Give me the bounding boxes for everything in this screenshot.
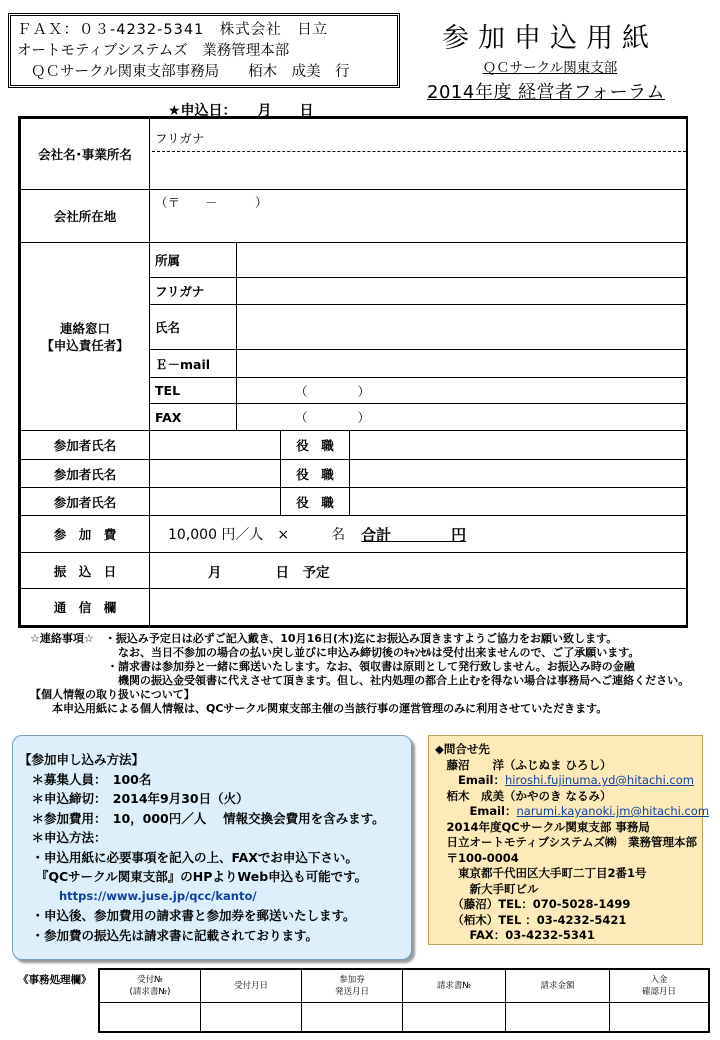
transfer-date-field[interactable]: [149, 552, 688, 589]
participant-name-2[interactable]: [149, 459, 281, 488]
office-use-table: [98, 968, 710, 1033]
transfer-value: 月 日 予定: [208, 564, 330, 581]
participant-label-1: 参加者氏名: [20, 430, 150, 460]
company-field[interactable]: [149, 118, 688, 190]
office-cell-3[interactable]: [302, 1003, 403, 1031]
position-field-2[interactable]: [349, 459, 688, 488]
office-cell-2[interactable]: [201, 1003, 302, 1031]
tel-field[interactable]: [236, 377, 688, 404]
application-form-table: [18, 116, 688, 628]
fee-value: 10,000 円／人 × 名: [168, 527, 346, 543]
notes: ☆連絡事項☆ ・振込み予定日は必ずご記入戴き、10月16日(木)迄にお振込み頂きますようご協力をお願い致します。 なお、当日不参加の場合の払い戻し並びに申込み締切後のｷｬﾝｾﾙは受付出来ませんので、ご了承願います。 ・請求書は参加券と一緒に郵送いたします。なお、領収書は原則として発行致しません。お振込み時の金融 機関の振込金受領書に代えさせて頂きます。但し、社内処理の都合上止むを得ない場合は事務局へご連絡ください。 【個人情報の取り扱いについて】 本申込用紙による個人情報は、QCサークル関東支部主催の当該行事の運営管理のみに利用させていただきます。: [30, 632, 690, 715]
tel-label: TEL: [149, 377, 237, 404]
method-text-2: ・申込後、参加費用の請求書と参加券を郵送いたします。 ・参加費の振込先は請求書に記載されております。: [31, 908, 356, 943]
contact-furigana-field[interactable]: [236, 277, 688, 305]
position-field-3[interactable]: [349, 487, 688, 516]
email2-label: Email：: [435, 804, 517, 818]
method-text: 【参加申し込み方法】 ＊募集人員： 100名 ＊申込締切： 2014年9月30日（火） ＊参加費用： 10，000円／人 情報交換会費用を含みます。 ＊申込方法： ・申込用紙に必要事項を記入の上、FAXでお申込下さい。 『QCサークル関東支部』のHPよりWeb申込も可能です。: [19, 752, 385, 884]
fax-dept-line: オートモティブシステムズ 業務管理本部: [17, 43, 290, 59]
participant-name-1[interactable]: [149, 430, 281, 460]
contact-head: ◆問合せ先 藤沼 洋（ふじぬま ひろし）: [435, 742, 612, 772]
contact-name-field[interactable]: [236, 304, 688, 350]
page-title: 参加申込用紙: [442, 23, 658, 54]
email-label: Ｅ－mail: [149, 349, 237, 378]
comm-label: 通 信 欄: [20, 588, 150, 626]
office-cell-4[interactable]: [403, 1003, 506, 1031]
office-col-3: 参加券 発送月日: [302, 970, 403, 1003]
contact-name-label: 氏名: [149, 304, 237, 350]
position-field-1[interactable]: [349, 430, 688, 460]
fee-total: 合計 円: [361, 525, 467, 544]
dept-label: 所属: [149, 242, 237, 278]
furigana-label: フリガナ: [155, 131, 205, 146]
fee-field[interactable]: [149, 515, 688, 553]
position-label-2: 役 職: [280, 459, 350, 488]
application-method-box: [12, 735, 412, 960]
contact-label: 連絡窓口 【申込責任者】: [20, 242, 150, 431]
office-col-6: 入金 確認月日: [610, 970, 708, 1003]
address-field[interactable]: [149, 189, 688, 243]
fee-label: 参 加 費: [20, 515, 150, 553]
office-col-4: 請求書№: [403, 970, 506, 1003]
office-col-5: 請求金額: [506, 970, 610, 1003]
apply-date: ★申込日： 月 日: [168, 103, 314, 119]
website-link[interactable]: https://www.juse.jp/qcc/kanto/: [59, 888, 257, 903]
email1-link[interactable]: hiroshi.fujinuma.yd@hitachi.com: [504, 773, 694, 787]
page-subtitle: ＱＣサークル関東支部: [482, 60, 618, 76]
email2-link[interactable]: narumi.kayanoki.jm@hitachi.com: [516, 804, 710, 818]
office-cell-6[interactable]: [610, 1003, 708, 1031]
participant-name-3[interactable]: [149, 487, 281, 516]
event-name: 2014年度 経営者フォーラム: [427, 82, 665, 103]
fax-label: FAX: [149, 403, 237, 431]
office-col-2: 受付月日: [201, 970, 302, 1003]
participant-label-3: 参加者氏名: [20, 487, 150, 516]
position-label-3: 役 職: [280, 487, 350, 516]
fax-field[interactable]: [236, 403, 688, 431]
position-label-1: 役 職: [280, 430, 350, 460]
tel-paren: （ ）: [295, 383, 371, 399]
dept-field[interactable]: [236, 242, 688, 278]
contact-furigana-label: フリガナ: [149, 277, 237, 305]
contact-mid: 栢木 成美（かやのき なるみ）: [435, 788, 612, 803]
fax-number-line: ＦＡＸ：０３-4232-5341 株式会社 日立: [17, 22, 329, 38]
fax-destination-box: [8, 13, 400, 88]
office-use-label: 《事務処理欄》: [18, 974, 92, 986]
fax-paren: （ ）: [295, 410, 371, 425]
company-label: 会社名･事業所名: [20, 118, 150, 190]
contact-address: 2014年度QCサークル関東支部 事務局 日立オートモティブシステムズ㈱ 業務管理本部 〒100-0004 東京都千代田区大手町二丁目2番1号 新大手町ビル （藤沼）TEL：070-5028-1499 （栢木）TEL ：03-4232-5421 FAX：03-4232-5341: [446, 819, 697, 942]
fax-recipient-line: ＱＣサークル関東支部事務局 栢木 成美 行: [31, 64, 350, 80]
postal-code: （〒 － ）: [155, 195, 268, 210]
furigana-divider: [152, 151, 686, 152]
address-label: 会社所在地: [20, 189, 150, 243]
office-col-1: 受付№ (請求書№): [100, 970, 201, 1003]
transfer-label: 振 込 日: [20, 552, 150, 589]
email1-label: Email：: [435, 773, 505, 787]
comm-field[interactable]: [149, 588, 688, 626]
email-field[interactable]: [236, 349, 688, 378]
participant-label-2: 参加者氏名: [20, 459, 150, 488]
contact-info-box: [428, 735, 710, 945]
office-cell-5[interactable]: [506, 1003, 610, 1031]
office-cell-1[interactable]: [100, 1003, 201, 1031]
